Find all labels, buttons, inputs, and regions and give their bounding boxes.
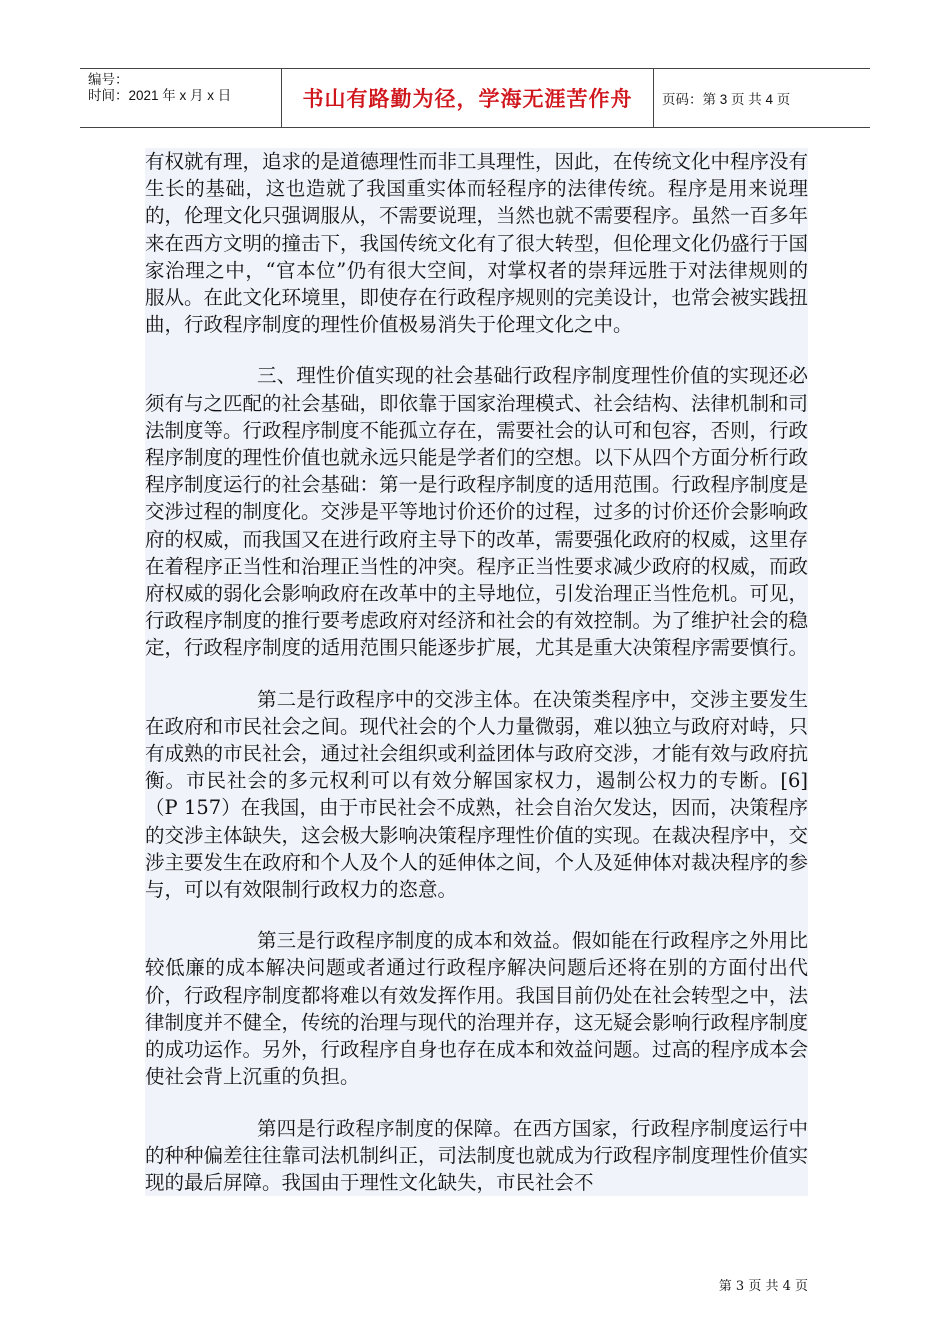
body-paragraph: 第四是行政程序制度的保障。在西方国家，行政程序制度运行中的种种偏差往往靠司法机制纠正，司法制度也就成为行政程序制度理性价值实现的最后屏障。我国由于理性文化缺失，市民社会不 (145, 1116, 809, 1194)
body-paragraph: 三、理性价值实现的社会基础行政程序制度理性价值的实现还必须有与之匹配的社会基础，即依靠于国家治理模式、社会结构、法律机制和司法制度等。行政程序制度不能孤立存在，需要社会的认可和包容，否则，行政程序制度的理性价值也就永远只能是学者们的空想。以下从四个方面分析行政程序制度运行的社会基础：第一是行政程序制度的适用范围。行政程序制度是交涉过程的制度化。交涉是平等地讨价还价的过程，过多的讨价还价会影响政府的权威，而我国又在进行政府主导下的改革，需要强化政府的权威，这里存在着程序正当性和治理正当性的冲突。程序正当性要求减少政府的权威，而政府权威的弱化会影响政府在改革中的主导地位，引发治理正当性危机。可见，行政程序制度的推行要考虑政府对经济和社会的有效控制。为了维护社会的稳定，行政程序制度的适用范围只能逐步扩展，尤其是重大决策程序需要慎行。 (145, 364, 809, 660)
document-number-label: 编号： (88, 72, 129, 87)
header-meta (80, 69, 282, 127)
body-paragraph: 第二是行政程序中的交涉主体。在决策类程序中，交涉主要发生在政府和市民社会之间。现代社会的个人力量微弱，难以独立与政府对峙，只有成熟的市民社会，通过社会组织或利益团体与政府交涉，才能有效与政府抗衡。市民社会的多元权利可以有效分解国家权力，遏制公权力的专断。[6]（P 157）在我国，由于市民社会不成熟，社会自治欠发达，因而，决策程序的交涉主体缺失，这会极大影响决策程序理性价值的实现。在裁决程序中，交涉主要发生在政府和个人及个人的延伸体之间，个人及延伸体对裁决程序的参与，可以有效限制行政权力的恣意。 (145, 687, 809, 902)
document-date-label: 时间：2021 年 x 月 x 日 (88, 88, 232, 103)
header-page-number: 页码：第 3 页 共 4 页 (662, 92, 791, 107)
body-paragraph: 有权就有理，追求的是道德理性而非工具理性，因此，在传统文化中程序没有生长的基础，这也造就了我国重实体而轻程序的法律传统。程序是用来说理的，伦理文化只强调服从，不需要说理，当然也就不需要程序。虽然一百多年来在西方文明的撞击下，我国传统文化有了很大转型，但伦理文化仍盛行于国家治理之中，“官本位”仍有很大空间，对掌权者的崇拜远胜于对法律规则的服从。在此文化环境里，即使存在行政程序规则的完美设计，也常会被实践扭曲，行政程序制度的理性价值极易消失于伦理文化之中。 (145, 150, 809, 337)
page-header (80, 68, 870, 128)
document-body (145, 148, 808, 1196)
header-motto: 书山有路勤为径，学海无涯苦作舟 (282, 69, 654, 127)
body-paragraph: 第三是行政程序制度的成本和效益。假如能在行政程序之外用比较低廉的成本解决问题或者通过行政程序解决问题后还将在别的方面付出代价，行政程序制度都将难以有效发挥作用。我国目前仍处在社会转型之中，法律制度并不健全，传统的治理与现代的治理并存，这无疑会影响行政程序制度的成功运作。另外，行政程序自身也存在成本和效益问题。过高的程序成本会使社会背上沉重的负担。 (145, 929, 809, 1089)
page-footer: 第 3 页 共 4 页 (718, 1279, 808, 1294)
